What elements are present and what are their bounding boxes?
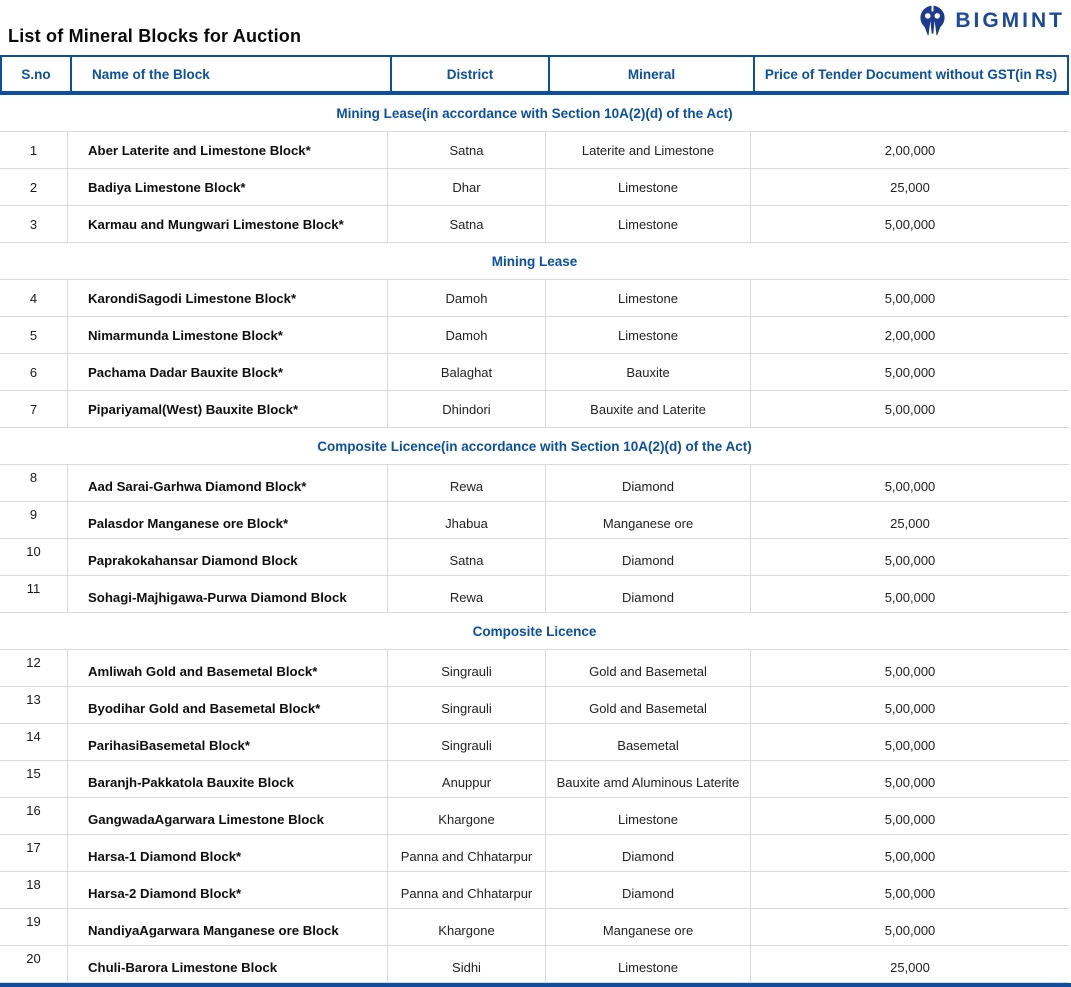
- cell-price: 5,00,000: [884, 553, 936, 568]
- table-row: [0, 132, 1069, 169]
- bottom-divider: [0, 983, 1071, 987]
- cell-block-name: Chuli-Barora Limestone Block: [68, 946, 388, 982]
- table-row: [0, 280, 1069, 317]
- cell-price: 25,000: [890, 516, 930, 531]
- table-body: [0, 95, 1069, 983]
- cell-sno: 5: [0, 317, 68, 353]
- cell-mineral: Manganese ore: [546, 502, 751, 538]
- cell-price: 5,00,000: [884, 849, 936, 864]
- cell-district: Rewa: [388, 576, 546, 612]
- section-title: Mining Lease: [491, 253, 578, 269]
- cell-price: 2,00,000: [884, 327, 936, 343]
- cell-price: 5,00,000: [884, 701, 936, 716]
- cell-district: Singrauli: [388, 650, 546, 686]
- cell-price: 25,000: [890, 960, 930, 975]
- cell-sno: 2: [0, 169, 68, 205]
- bigmint-miner-icon: [917, 4, 948, 37]
- mineral-blocks-table: [0, 55, 1069, 983]
- cell-mineral: Gold and Basemetal: [546, 687, 751, 723]
- cell-district: Balaghat: [388, 354, 546, 390]
- cell-mineral: Basemetal: [546, 724, 751, 760]
- cell-block-name: GangwadaAgarwara Limestone Block: [68, 798, 388, 834]
- cell-price: 5,00,000: [884, 401, 936, 417]
- section-row-group: [0, 464, 1069, 613]
- cell-sno: 16: [0, 798, 68, 834]
- table-row: [0, 687, 1069, 724]
- cell-sno: 8: [0, 465, 68, 501]
- cell-district: Singrauli: [388, 724, 546, 760]
- cell-block-name: Karmau and Mungwari Limestone Block*: [68, 206, 388, 242]
- cell-price: 25,000: [890, 179, 930, 195]
- cell-price: 5,00,000: [884, 364, 936, 380]
- cell-mineral: Manganese ore: [546, 909, 751, 945]
- cell-district: Damoh: [388, 317, 546, 353]
- table-row: [0, 502, 1069, 539]
- cell-sno: 13: [0, 687, 68, 723]
- section-title: Composite Licence(in accordance with Section 10A(2)(d) of the Act): [317, 438, 752, 454]
- cell-block-name: Palasdor Manganese ore Block*: [68, 502, 388, 538]
- cell-block-name: Amliwah Gold and Basemetal Block*: [68, 650, 388, 686]
- cell-block-name: Harsa-2 Diamond Block*: [68, 872, 388, 908]
- cell-mineral: Limestone: [546, 798, 751, 834]
- section-row-group: [0, 649, 1069, 983]
- cell-price: 5,00,000: [884, 290, 936, 306]
- table-row: [0, 798, 1069, 835]
- cell-block-name: NandiyaAgarwara Manganese ore Block: [68, 909, 388, 945]
- cell-sno: 14: [0, 724, 68, 760]
- cell-mineral: Bauxite and Laterite: [546, 391, 751, 427]
- column-header-price: Price of Tender Document without GST(in Rs): [753, 57, 1067, 91]
- section-title: Composite Licence: [472, 623, 597, 639]
- table-row: [0, 465, 1069, 502]
- page-title: List of Mineral Blocks for Auction: [8, 26, 302, 46]
- table-row: [0, 391, 1069, 428]
- cell-district: Panna and Chhatarpur: [388, 835, 546, 871]
- cell-block-name: Badiya Limestone Block*: [68, 169, 388, 205]
- cell-price: 5,00,000: [884, 886, 936, 901]
- section-header-row: [0, 613, 1069, 649]
- cell-sno: 1: [0, 132, 68, 168]
- cell-district: Anuppur: [388, 761, 546, 797]
- table-row: [0, 761, 1069, 798]
- column-header-mineral: Mineral: [548, 57, 753, 91]
- cell-sno: 11: [0, 576, 68, 612]
- cell-sno: 20: [0, 946, 68, 982]
- cell-block-name: ParihasiBasemetal Block*: [68, 724, 388, 760]
- table-row: [0, 576, 1069, 613]
- cell-district: Damoh: [388, 280, 546, 316]
- page-header: [0, 0, 1071, 55]
- table-row: [0, 872, 1069, 909]
- cell-mineral: Limestone: [546, 169, 751, 205]
- cell-price: 2,00,000: [884, 142, 936, 158]
- table-row: [0, 317, 1069, 354]
- cell-mineral: Limestone: [546, 206, 751, 242]
- cell-sno: 9: [0, 502, 68, 538]
- cell-price: 5,00,000: [884, 479, 936, 494]
- cell-block-name: Harsa-1 Diamond Block*: [68, 835, 388, 871]
- section-title: Mining Lease(in accordance with Section 10A(2)(d) of the Act): [336, 105, 733, 121]
- bigmint-logo: [917, 4, 1065, 37]
- cell-price: 5,00,000: [884, 775, 936, 790]
- cell-district: Jhabua: [388, 502, 546, 538]
- cell-block-name: Paprakokahansar Diamond Block: [68, 539, 388, 575]
- cell-block-name: Pachama Dadar Bauxite Block*: [68, 354, 388, 390]
- cell-block-name: Aber Laterite and Limestone Block*: [68, 132, 388, 168]
- cell-district: Satna: [388, 132, 546, 168]
- cell-sno: 3: [0, 206, 68, 242]
- cell-block-name: Sohagi-Majhigawa-Purwa Diamond Block: [68, 576, 388, 612]
- cell-district: Dhar: [388, 169, 546, 205]
- cell-block-name: Pipariyamal(West) Bauxite Block*: [68, 391, 388, 427]
- cell-district: Khargone: [388, 909, 546, 945]
- section-header-row: [0, 95, 1069, 131]
- cell-mineral: Limestone: [546, 280, 751, 316]
- cell-price: 5,00,000: [884, 812, 936, 827]
- cell-mineral: Diamond: [546, 539, 751, 575]
- section-row-group: [0, 279, 1069, 428]
- table-row: [0, 724, 1069, 761]
- cell-price: 5,00,000: [884, 738, 936, 753]
- column-header-name: Name of the Block: [70, 57, 390, 91]
- cell-mineral: Bauxite amd Aluminous Laterite: [546, 761, 751, 797]
- cell-mineral: Limestone: [546, 317, 751, 353]
- cell-sno: 15: [0, 761, 68, 797]
- cell-price: 5,00,000: [884, 664, 936, 679]
- cell-block-name: Byodihar Gold and Basemetal Block*: [68, 687, 388, 723]
- cell-district: Rewa: [388, 465, 546, 501]
- cell-district: Satna: [388, 206, 546, 242]
- table-row: [0, 909, 1069, 946]
- cell-block-name: Nimarmunda Limestone Block*: [68, 317, 388, 353]
- cell-sno: 12: [0, 650, 68, 686]
- cell-sno: 4: [0, 280, 68, 316]
- table-row: [0, 206, 1069, 243]
- cell-mineral: Diamond: [546, 835, 751, 871]
- cell-mineral: Diamond: [546, 872, 751, 908]
- cell-mineral: Diamond: [546, 576, 751, 612]
- cell-price: 5,00,000: [884, 216, 936, 232]
- table-row: [0, 354, 1069, 391]
- table-row: [0, 539, 1069, 576]
- cell-mineral: Laterite and Limestone: [546, 132, 751, 168]
- table-row: [0, 946, 1069, 983]
- cell-mineral: Bauxite: [546, 354, 751, 390]
- brand-name: BIGMINT: [955, 8, 1065, 32]
- cell-sno: 7: [0, 391, 68, 427]
- cell-sno: 6: [0, 354, 68, 390]
- cell-district: Dhindori: [388, 391, 546, 427]
- table-row: [0, 835, 1069, 872]
- column-header-district: District: [390, 57, 548, 91]
- cell-mineral: Limestone: [546, 946, 751, 982]
- cell-block-name: Baranjh-Pakkatola Bauxite Block: [68, 761, 388, 797]
- cell-sno: 19: [0, 909, 68, 945]
- table-row: [0, 169, 1069, 206]
- cell-district: Panna and Chhatarpur: [388, 872, 546, 908]
- cell-block-name: Aad Sarai-Garhwa Diamond Block*: [68, 465, 388, 501]
- cell-district: Singrauli: [388, 687, 546, 723]
- section-header-row: [0, 428, 1069, 464]
- cell-sno: 18: [0, 872, 68, 908]
- table-header-row: [0, 55, 1069, 95]
- cell-block-name: KarondiSagodi Limestone Block*: [68, 280, 388, 316]
- cell-mineral: Gold and Basemetal: [546, 650, 751, 686]
- cell-price: 5,00,000: [884, 590, 936, 605]
- cell-district: Khargone: [388, 798, 546, 834]
- section-row-group: [0, 131, 1069, 243]
- cell-district: Sidhi: [388, 946, 546, 982]
- cell-sno: 17: [0, 835, 68, 871]
- cell-sno: 10: [0, 539, 68, 575]
- cell-mineral: Diamond: [546, 465, 751, 501]
- cell-district: Satna: [388, 539, 546, 575]
- cell-price: 5,00,000: [884, 923, 936, 938]
- column-header-sno: S.no: [21, 66, 51, 82]
- section-header-row: [0, 243, 1069, 279]
- table-row: [0, 650, 1069, 687]
